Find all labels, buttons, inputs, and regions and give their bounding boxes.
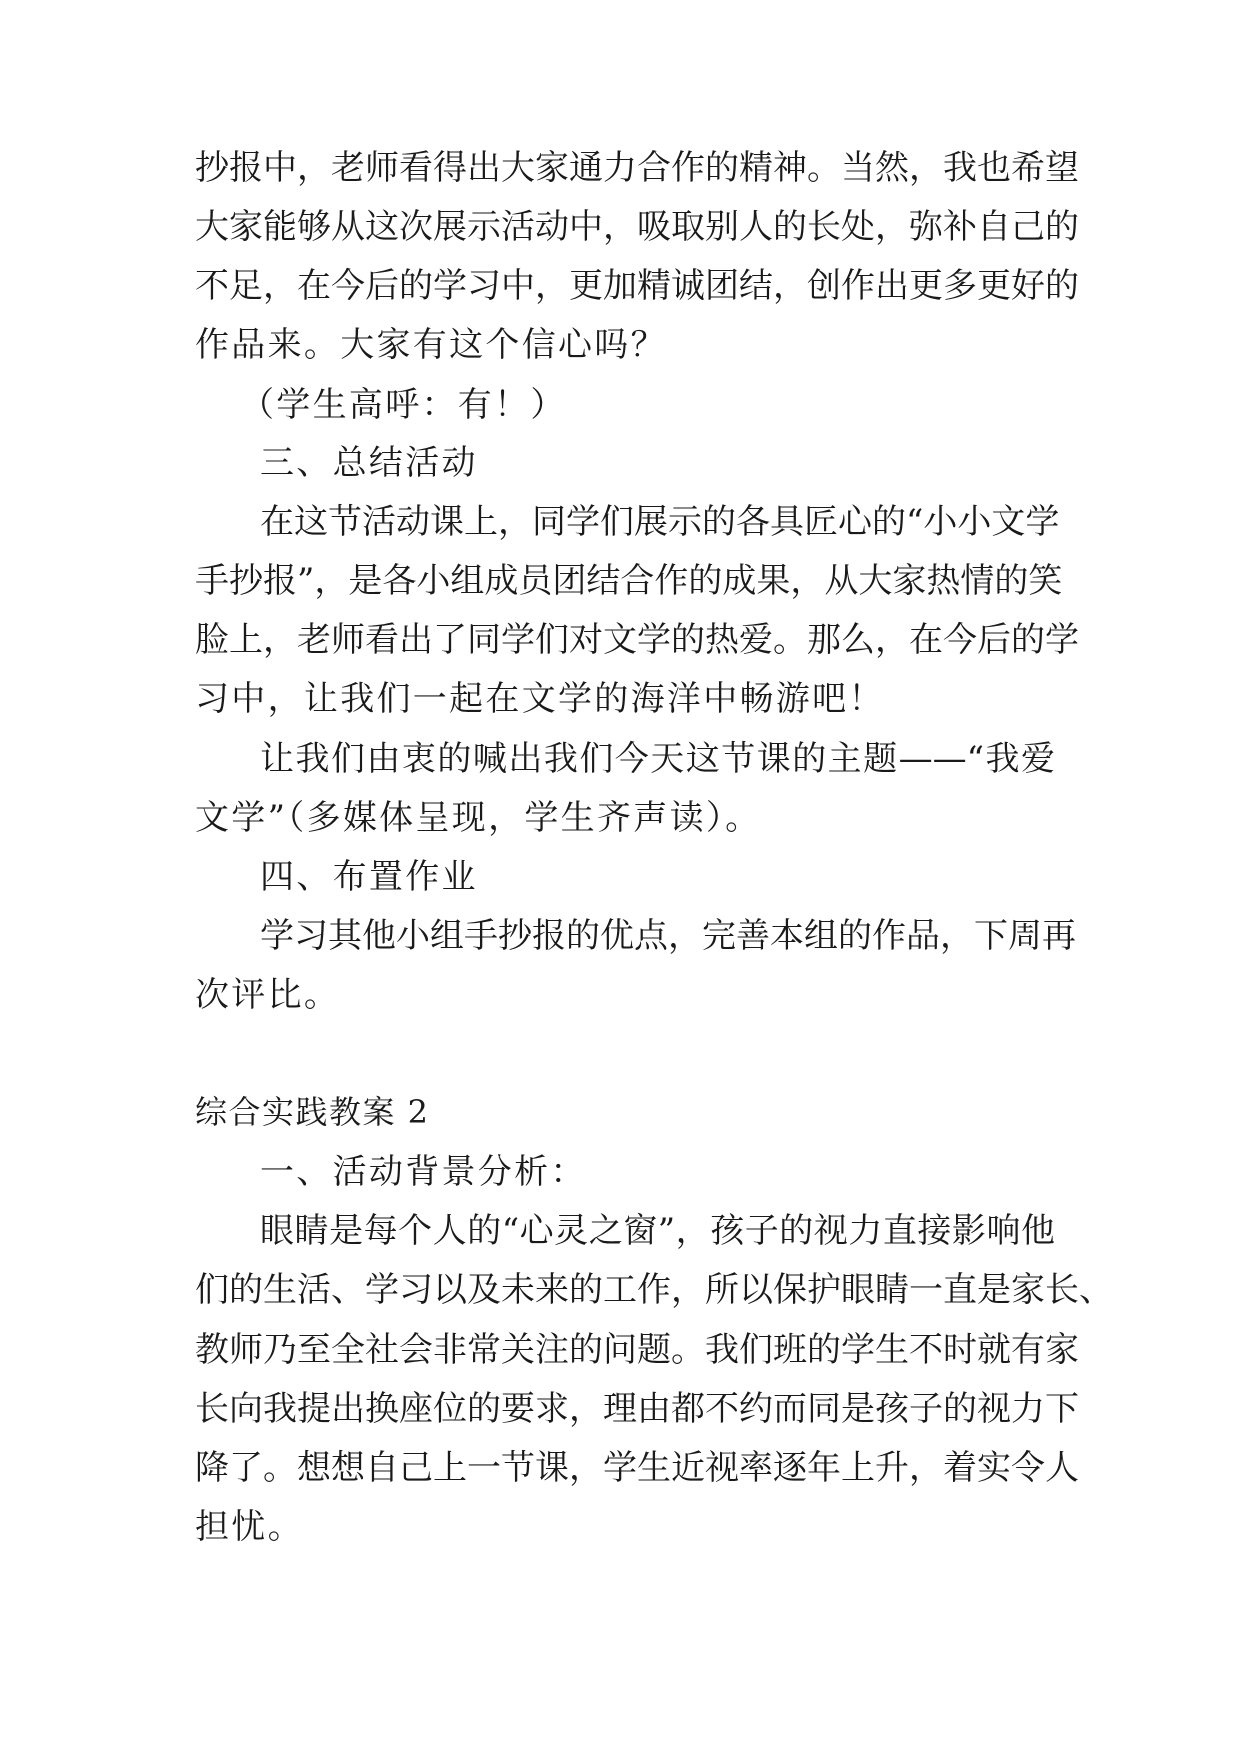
body-line: 在这节活动课上，同学们展示的各具匠心的“小小文学	[260, 502, 1060, 542]
body-line: 手抄报”，是各小组成员团结合作的成果，从大家热情的笑	[195, 561, 1063, 601]
body-line: 次评比。	[195, 975, 341, 1015]
body-line: 文学”（多媒体呈现，学生齐声读）。	[195, 798, 762, 838]
body-line: 眼睛是每个人的“心灵之窗”，孩子的视力直接影响他	[260, 1211, 1055, 1251]
body-line: 不足，在今后的学习中，更加精诚团结，创作出更多更好的	[195, 266, 1079, 306]
body-line: 担忧。	[195, 1507, 304, 1547]
section-heading: 三、总结活动	[260, 443, 478, 483]
section-heading: 一、活动背景分析：	[260, 1152, 587, 1192]
section-title: 综合实践教案 2	[195, 1093, 430, 1131]
body-line: 让我们由衷的喊出我们今天这节课的主题——“我爱	[260, 739, 1055, 779]
body-line: 长向我提出换座位的要求，理由都不约而同是孩子的视力下	[195, 1389, 1079, 1429]
student-response: （学生高呼：有！）	[240, 385, 567, 425]
body-line: 们的生活、学习以及未来的工作，所以保护眼睛一直是家长、	[195, 1270, 1113, 1310]
body-line: 学习其他小组手抄报的优点，完善本组的作品，下周再	[260, 916, 1076, 956]
body-line: 大家能够从这次展示活动中，吸取别人的长处，弥补自己的	[195, 207, 1079, 247]
section-heading: 四、布置作业	[260, 857, 478, 897]
body-line: 教师乃至全社会非常关注的问题。我们班的学生不时就有家	[195, 1330, 1079, 1370]
body-line: 抄报中，老师看得出大家通力合作的精神。当然，我也希望	[195, 148, 1079, 188]
body-line: 降了。想想自己上一节课，学生近视率逐年上升，着实令人	[195, 1448, 1079, 1488]
body-line: 习中，让我们一起在文学的海洋中畅游吧！	[195, 679, 885, 719]
body-line: 作品来。大家有这个信心吗？	[195, 325, 667, 365]
body-line: 脸上，老师看出了同学们对文学的热爱。那么，在今后的学	[195, 620, 1079, 660]
